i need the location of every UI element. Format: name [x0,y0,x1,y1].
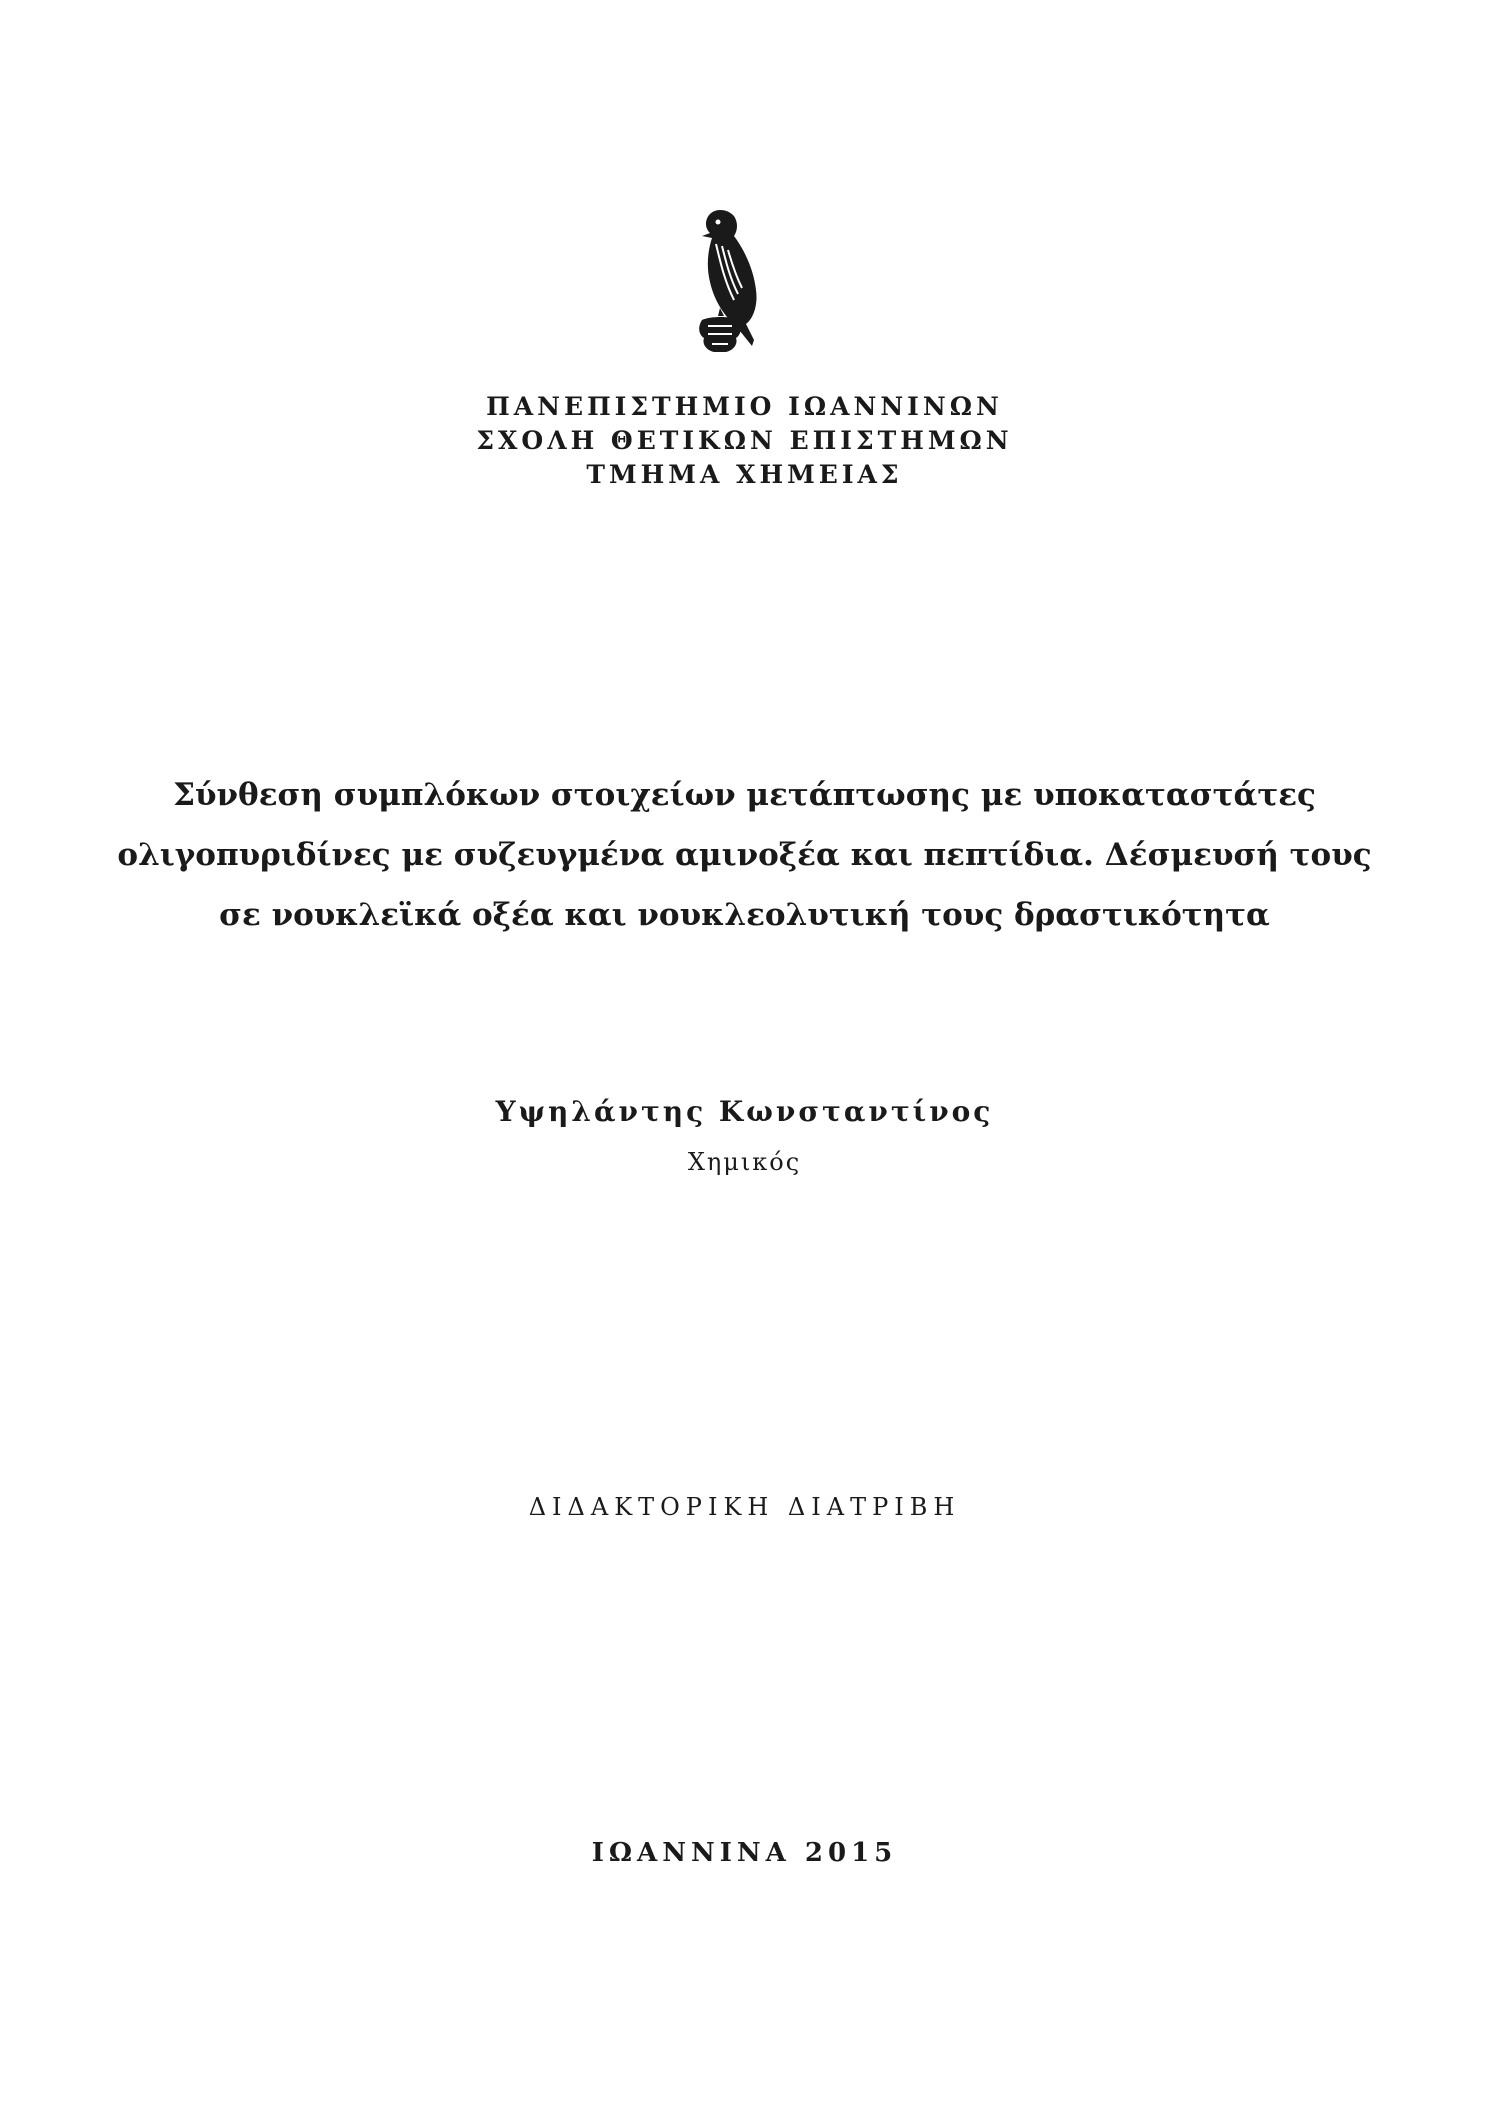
thesis-title [0,765,1489,945]
place-year: ΙΩΑΝΝΙΝΑ 2015 [591,1838,898,1868]
title-line: ολιγοπυριδίνες με συζευγμένα αμινοξέα και πεπτίδια. Δέσμευσή τους [117,837,1372,873]
title-line: σε νουκλεϊκά οξέα και νουκλεολυτική τους δραστικότητα [219,897,1270,933]
school-name: ΣΧΟΛΗ ΘΕΤΙΚΩΝ ΕΠΙΣΤΗΜΩΝ [476,426,1013,455]
owl-emblem-icon [668,200,788,370]
title-line: Σύνθεση συμπλόκων στοιχείων μετάπτωσης με υποκαταστάτες [173,777,1316,813]
author-role: Χημικός [687,1148,802,1176]
author-name: Υψηλάντης Κωνσταντίνος [495,1095,994,1128]
thesis-type: ΔΙΔΑΚΤΟΡΙΚΗ ΔΙΑΤΡΙΒΗ [528,1493,961,1521]
university-name: ΠΑΝΕΠΙΣΤΗΜΙΟ ΙΩΑΝΝΙΝΩΝ [486,392,1003,421]
department-name: ΤΜΗΜΑ ΧΗΜΕΙΑΣ [586,460,903,489]
